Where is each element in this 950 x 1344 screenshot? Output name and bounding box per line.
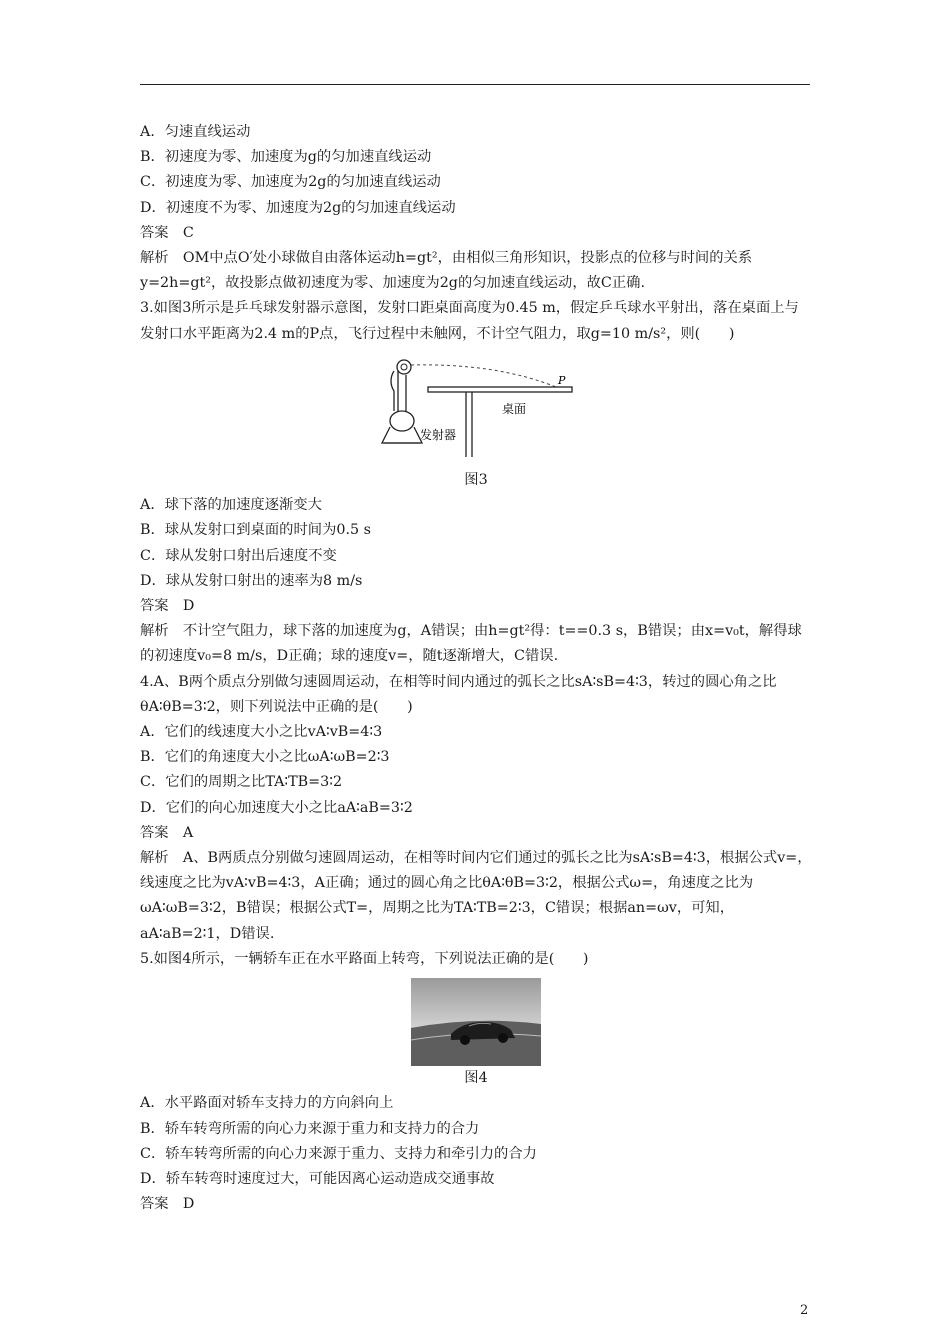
q2-analysis: 解析 OM中点O′处小球做自由落体运动h=gt²，由相似三角形知识，投影点的位移与时间的关系y=2h=gt²，故投影点做初速度为零、加速度为2g的匀加速直线运动，故C正确.	[140, 250, 753, 292]
q3-analysis: 解析 不计空气阻力，球下落的加速度为g，A错误；由h=gt²得：t==0.3 s，B错误；由x=v₀t，解得球的初速度v₀=8 m/s，D正确；球的速度v=，随t逐渐增大，C错误.	[140, 623, 802, 665]
launcher-pipe	[398, 371, 406, 411]
q4-option-a: A．它们的线速度大小之比vA∶vB=4∶3	[140, 724, 383, 741]
q5-stem: 5.如图4所示，一辆轿车正在水平路面上转弯，下列说法正确的是( )	[140, 950, 589, 967]
car-photo	[411, 978, 541, 1066]
q5-option-d: D．轿车转弯时速度过大，可能因离心运动造成交通事故	[140, 1170, 495, 1187]
q5-answer: 答案 D	[140, 1196, 195, 1213]
q4-option-d: D．它们的向心加速度大小之比aA∶aB=3∶2	[140, 799, 413, 816]
q4-option-b: B．它们的角速度大小之比ωA∶ωB=2∶3	[140, 749, 390, 766]
label-launcher: 发射器	[420, 427, 457, 442]
q5-option-b: B．轿车转弯所需的向心力来源于重力和支持力的合力	[140, 1120, 480, 1137]
q3-option-b: B．球从发射口到桌面的时间为0.5 s	[140, 522, 371, 539]
ball	[401, 364, 407, 370]
q3-option-a: A．球下落的加速度逐渐变大	[140, 497, 322, 514]
figure-3-caption: 图3	[464, 472, 488, 489]
page-number: 2	[800, 1303, 809, 1318]
launcher-diagram	[376, 353, 576, 459]
trajectory	[411, 365, 556, 387]
figure-4-caption: 图4	[464, 1070, 488, 1087]
q2-option-a: A．匀速直线运动	[140, 124, 251, 140]
q4-analysis: 解析 A、B两质点分别做匀速圆周运动，在相等时间内它们通过的弧长之比为sA∶sB=4∶3，根据公式v=，线速度之比为vA∶vB=4∶3，A正确；通过的圆心角之比θA∶θB=3∶2，根据公式ω=，角速度之比为ωA∶ωB=3∶2，B错误；根据公式T=，周期之比为TA∶TB=2∶3，C错误；根据an=ωv，可知，aA∶aB=2∶1，D错误.	[140, 850, 812, 942]
figure-3	[140, 353, 812, 468]
q4-stem: 4.A、B两个质点分别做匀速圆周运动，在相等时间内通过的弧长之比sA∶sB=4∶3，转过的圆心角之比θA∶θB=3∶2，则下列说法中正确的是( )	[140, 673, 777, 715]
q5-option-c: C．轿车转弯所需的向心力来源于重力、支持力和牵引力的合力	[140, 1145, 537, 1162]
label-table: 桌面	[502, 401, 527, 416]
label-p: P	[558, 373, 566, 387]
q3-stem: 3.如图3所示是乒乓球发射器示意图，发射口距桌面高度为0.45 m，假定乒乓球水平射出，落在桌面上与发射口水平距离为2.4 m的P点，飞行过程中未触网，不计空气阻力，取g=10 m/s²，则( )	[140, 300, 799, 342]
page-content	[140, 120, 812, 1217]
header-rule	[140, 84, 810, 85]
q2-option-c: C．初速度为零、加速度为2g的匀加速直线运动	[140, 174, 441, 191]
q4-option-c: C．它们的周期之比TA∶TB=3∶2	[140, 774, 343, 791]
launcher-body	[390, 411, 414, 431]
q2-option-b: B．初速度为零、加速度为g的匀加速直线运动	[140, 149, 432, 166]
q3-answer: 答案 D	[140, 598, 195, 615]
q5-option-a: A．水平路面对轿车支持力的方向斜向上	[140, 1095, 394, 1112]
q3-option-c: C．球从发射口射出后速度不变	[140, 547, 337, 564]
q2-answer: 答案 C	[140, 224, 194, 241]
launcher-head	[397, 360, 411, 374]
q2-option-d: D．初速度不为零、加速度为2g的匀加速直线运动	[140, 199, 456, 216]
table-top	[428, 387, 572, 392]
q4-answer: 答案 A	[140, 824, 194, 841]
q3-option-d: D．球从发射口射出的速率为8 m/s	[140, 572, 363, 589]
